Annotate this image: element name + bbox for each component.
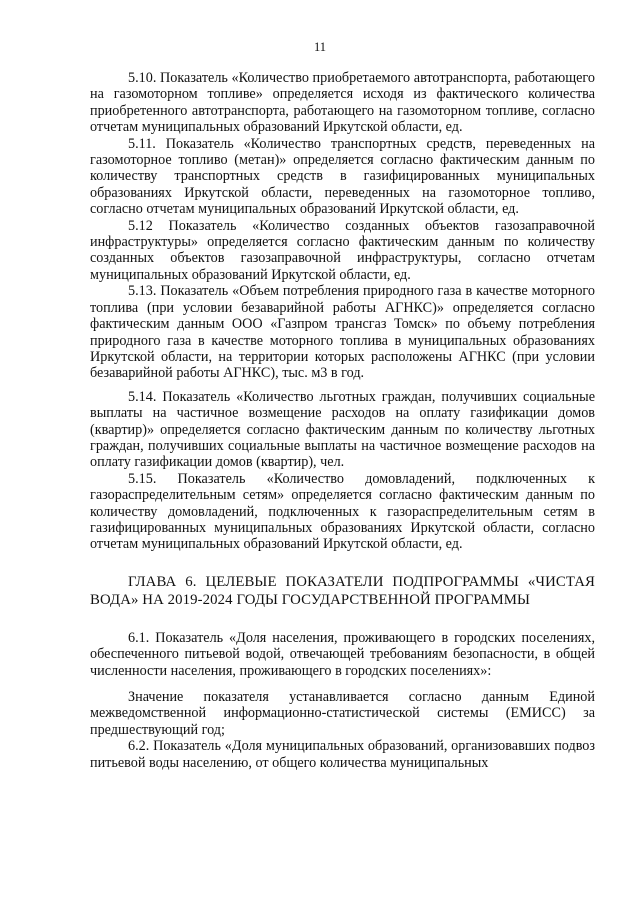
- spacer: [90, 382, 595, 389]
- paragraph-5-15: 5.15. Показатель «Количество домовладений, подключенных к газораспределительным сетям» определяется согласно фактическим данным по количеству домовладений, подключенных к газораспределительным сетям в газифицированных муниципальных образованиях Иркутской области, согласно отчетам муниципальных образований Иркутской области, ед.: [90, 470, 595, 553]
- spacer: [90, 679, 595, 689]
- paragraph-5-14: 5.14. Показатель «Количество льготных граждан, получивших социальные выплаты на частичное возмещение расходов на оплату газификации домов (квартир)» определяется согласно фактическим данным по количеству льготных граждан, получивших социальные выплаты на частичное возмещение расходов на оплату газификации домов (квартир), чел.: [90, 388, 595, 471]
- page-number: 11: [313, 40, 327, 54]
- paragraph-5-11: 5.11. Показатель «Количество транспортных средств, переведенных на газомоторное топливо (метан)» определяется согласно фактическим данным по количеству транспортных средств в газифицированных муниципальных образованиях Иркутской области, переведенных на газомоторное топливо, согласно отчетам муниципальных образований Иркутской области, ед.: [90, 135, 595, 218]
- spacer: [90, 610, 595, 630]
- document-body: [90, 70, 595, 771]
- paragraph-5-12: 5.12 Показатель «Количество созданных объектов газозаправочной инфраструктуры» определяется согласно фактическим данным по количеству созданных объектов газозаправочной инфраструктуры, согласно отчетам муниципальных образований Иркутской области, ед.: [90, 217, 595, 283]
- paragraph-5-13: 5.13. Показатель «Объем потребления природного газа в качестве моторного топлива (при условии безаварийной работы АГНКС)» определяется согласно фактическим данным ООО «Газпром трансгаз Томск» по объему потребления природного газа в качестве моторного топлива в муниципальных образованиях Иркутской области, на территории которых расположены АГНКС (при условии безаварийной работы АГНКС), тыс. м3 в год.: [90, 283, 595, 382]
- chapter-heading: ГЛАВА 6. ЦЕЛЕВЫЕ ПОКАЗАТЕЛИ ПОДПРОГРАММЫ «ЧИСТАЯ ВОДА» НА 2019-2024 ГОДЫ ГОСУДАРСТВЕННОЙ ПРОГРАММЫ: [90, 573, 595, 609]
- paragraph-5-10: 5.10. Показатель «Количество приобретаемого автотранспорта, работающего на газомоторном топливе» определяется исходя из фактического количества приобретенного автотранспорта, работающего на газомоторном топливе, согласно отчетам муниципальных образований Иркутской области, ед.: [90, 70, 595, 136]
- paragraph-6-1: 6.1. Показатель «Доля населения, проживающего в городских поселениях, обеспеченного питьевой водой, отвечающей требованиям безопасности, в общей численности населения, проживающего в городских поселениях»:: [90, 629, 595, 679]
- paragraph-6-2: 6.2. Показатель «Доля муниципальных образований, организовавших подвоз питьевой воды населению, от общего количества муниципальных: [90, 738, 595, 771]
- paragraph-indicator-value: Значение показателя устанавливается согласно данным Единой межведомственной информационно-статистической системы (ЕМИСС) за предшествующий год;: [90, 689, 595, 738]
- spacer: [90, 553, 595, 573]
